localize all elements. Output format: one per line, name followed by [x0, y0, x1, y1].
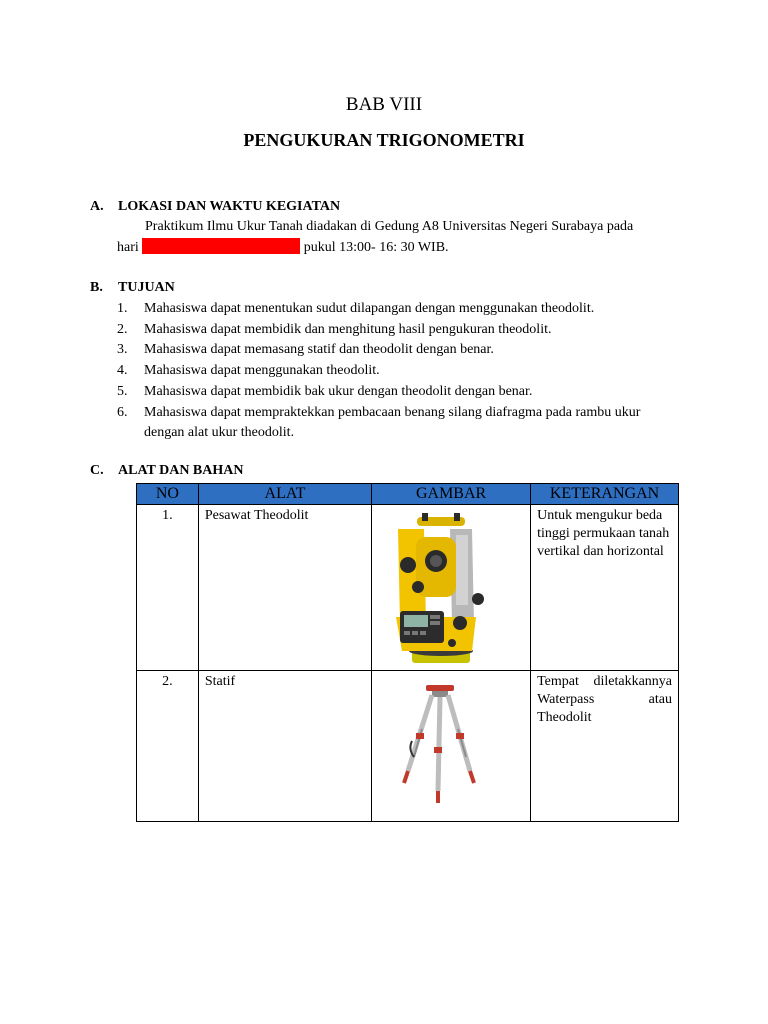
table-row: [137, 505, 679, 671]
redacted-date: [142, 238, 300, 254]
list-item: 1. Mahasiswa dapat menentukan sudut dilapangan dengan menggunakan theodolit.: [117, 301, 595, 316]
column-header-gambar: GAMBAR: [372, 484, 531, 505]
section-a-line2: [117, 237, 680, 258]
section-a-heading: [90, 199, 340, 215]
time-text: pukul 13:00- 16: 30 WIB.: [303, 240, 449, 255]
list-item: 3. Mahasiswa dapat memasang statif dan theodolit dengan benar.: [117, 342, 494, 358]
section-c-letter: C.: [90, 463, 104, 478]
tripod-image: [372, 671, 530, 817]
column-header-alat: ALAT: [198, 484, 371, 505]
section-c-title: ALAT DAN BAHAN: [118, 463, 244, 478]
chapter-heading: BAB VIII: [345, 94, 423, 115]
row-number: 2.: [137, 671, 199, 822]
list-item: 2. Mahasiswa dapat membidik dan menghitung hasil pengukuran theodolit.: [117, 321, 552, 337]
section-b-title: TUJUAN: [118, 280, 175, 295]
list-item: 5. Mahasiswa dapat membidik bak ukur dengan theodolit dengan benar.: [117, 383, 533, 399]
section-c-heading: [90, 463, 244, 479]
table-header-row: [137, 484, 679, 505]
list-item: 6. Mahasiswa dapat mempraktekkan pembacaan benang silang diafragma pada rambu ukur: [117, 404, 641, 420]
tool-description: Tempat diletakkannya Waterpass atau Theodolit: [531, 671, 679, 822]
section-a-title: LOKASI DAN WAKTU KEGIATAN: [118, 199, 341, 214]
tools-table: [136, 483, 679, 822]
goals-list: [117, 299, 682, 444]
section-b-letter: B.: [90, 280, 103, 295]
section-a-line1: Praktikum Ilmu Ukur Tanah diadakan di Gedung A8 Universitas Negeri Surabaya pada: [145, 219, 634, 234]
table-row: [137, 671, 679, 822]
day-label: hari: [117, 240, 139, 255]
tool-name: Statif: [198, 671, 371, 822]
tool-image-cell: [372, 671, 531, 822]
section-b-heading: [90, 280, 175, 296]
tool-description: Untuk mengukur beda tinggi permukaan tanah vertikal dan horizontal: [531, 505, 679, 671]
column-header-keterangan: KETERANGAN: [531, 484, 679, 505]
tool-name: Pesawat Theodolit: [198, 505, 371, 671]
theodolite-image: [372, 505, 530, 666]
section-a-letter: A.: [90, 199, 104, 214]
column-header-no: NO: [137, 484, 199, 505]
tool-image-cell: [372, 505, 531, 671]
list-item-continuation: dengan alat ukur theodolit.: [144, 425, 295, 441]
row-number: 1.: [137, 505, 199, 671]
page-title: PENGUKURAN TRIGONOMETRI: [243, 130, 525, 150]
list-item: 4. Mahasiswa dapat menggunakan theodolit.: [117, 363, 380, 379]
